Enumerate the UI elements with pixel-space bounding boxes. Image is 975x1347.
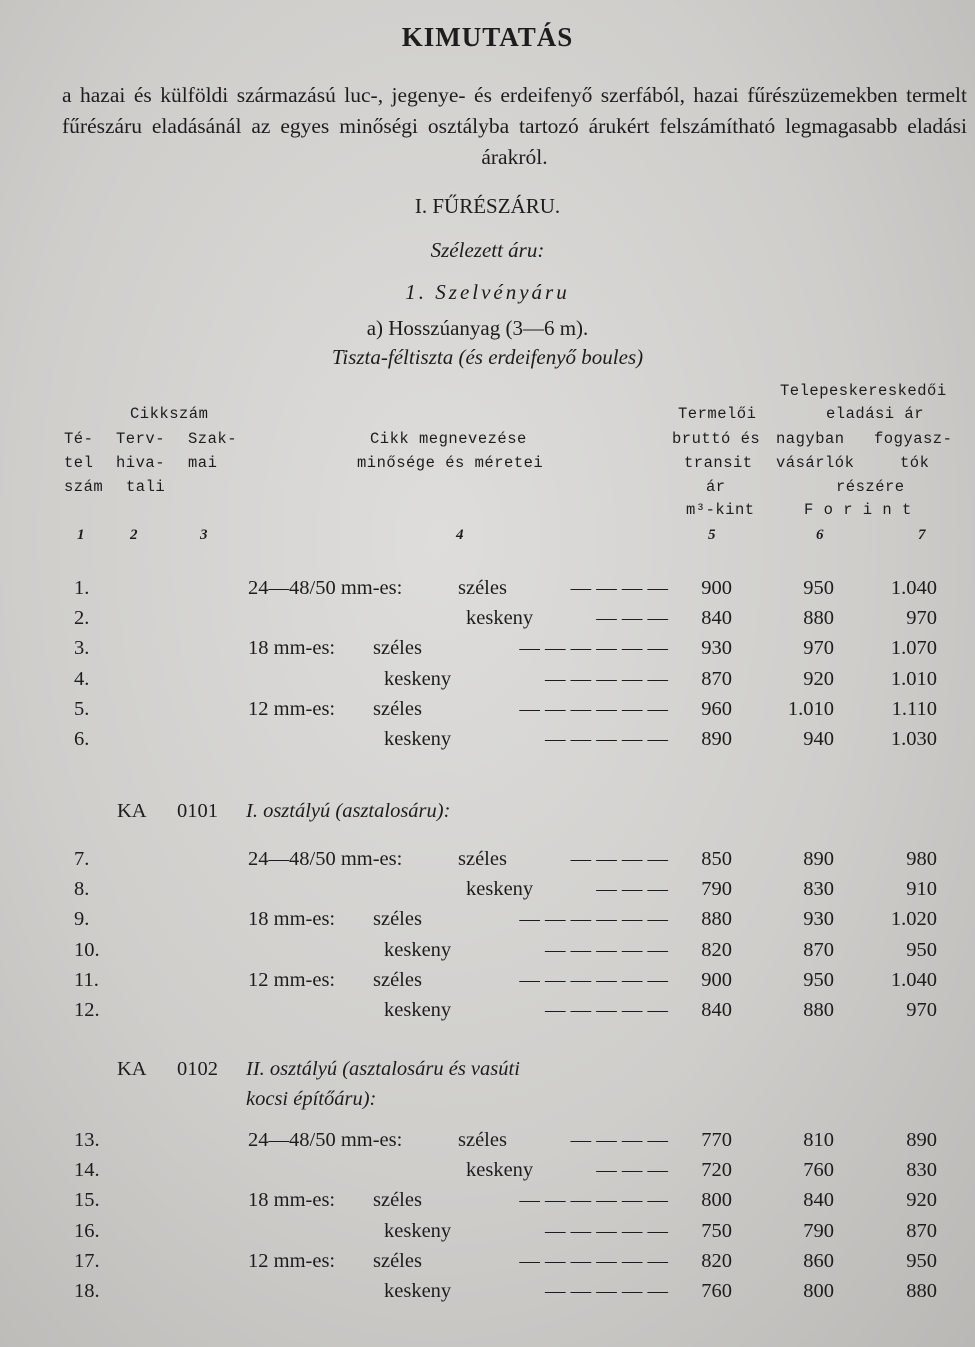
group-label: kocsi építőáru): bbox=[246, 1088, 377, 1110]
price-consumer: 1.070 bbox=[890, 637, 937, 660]
price-producer: 900 bbox=[701, 968, 732, 991]
row-width: széles bbox=[373, 1189, 422, 1212]
category-heading: a) Hosszúanyag (3—6 m). bbox=[366, 316, 589, 340]
price-consumer: 1.010 bbox=[890, 667, 937, 690]
row-leader: — — — — bbox=[570, 848, 668, 870]
price-consumer: 1.030 bbox=[890, 728, 937, 750]
row-size: 24—48/50 mm-es: bbox=[248, 848, 403, 870]
row-size: 12 mm-es: bbox=[248, 968, 336, 991]
price-producer: 750 bbox=[701, 1219, 732, 1242]
row-leader: — — — — bbox=[570, 577, 668, 599]
table-row bbox=[0, 607, 975, 637]
row-number: 4. bbox=[74, 667, 90, 690]
price-wholesale: 970 bbox=[803, 637, 834, 660]
row-leader: — — — bbox=[596, 607, 668, 630]
price-consumer: 870 bbox=[906, 1219, 937, 1242]
price-wholesale: 870 bbox=[803, 938, 834, 961]
row-width: széles bbox=[373, 697, 422, 720]
row-number: 17. bbox=[74, 1249, 100, 1272]
table-row bbox=[0, 668, 975, 698]
price-consumer: 970 bbox=[906, 999, 937, 1021]
header-cikk-2: minősége és méretei bbox=[357, 454, 544, 472]
header-tetel-1: Té- bbox=[64, 430, 94, 448]
price-producer: 930 bbox=[701, 637, 732, 660]
group-label: I. osztályú (asztalosáru): bbox=[246, 800, 451, 822]
price-consumer: 950 bbox=[906, 1249, 937, 1272]
price-wholesale: 760 bbox=[803, 1159, 834, 1182]
header-cikkszam: Cikkszám bbox=[130, 405, 209, 423]
row-size: 12 mm-es: bbox=[248, 697, 336, 720]
header-terv-2: hiva- bbox=[116, 454, 166, 472]
header-unit: m³-kint bbox=[686, 501, 755, 519]
row-leader: — — — — — bbox=[545, 999, 668, 1021]
row-leader: — — — — — — bbox=[519, 637, 668, 660]
table-row bbox=[0, 1189, 975, 1219]
row-width: széles bbox=[373, 908, 422, 931]
colnum-6: 6 bbox=[816, 527, 824, 543]
group-number: 0102 bbox=[177, 1058, 218, 1080]
row-width: keskeny bbox=[384, 667, 452, 690]
price-wholesale: 940 bbox=[803, 728, 834, 750]
price-producer: 880 bbox=[701, 908, 732, 931]
price-producer: 760 bbox=[701, 1280, 732, 1302]
row-width: széles bbox=[373, 637, 422, 660]
header-cikk-1: Cikk megnevezése bbox=[370, 430, 527, 448]
price-wholesale: 800 bbox=[803, 1280, 834, 1302]
colnum-7: 7 bbox=[918, 527, 926, 543]
table-row bbox=[0, 908, 975, 938]
colnum-3: 3 bbox=[200, 527, 208, 543]
row-leader: — — — — — — bbox=[519, 908, 668, 931]
price-producer: 720 bbox=[701, 1159, 732, 1182]
price-producer: 770 bbox=[701, 1129, 732, 1151]
price-wholesale: 860 bbox=[803, 1249, 834, 1272]
document-title: KIMUTATÁS bbox=[401, 22, 574, 52]
row-leader: — — — — — — bbox=[519, 1249, 668, 1272]
table-row bbox=[0, 728, 975, 758]
intro-paragraph: a hazai és külföldi származású luc-, jegenye- és erdeifenyő szerfából, hazai fűrészüzemekben termelt fűrészáru eladásánál az egyes minőségi osztályba tartozó árukért felszámítható legmagasabb eladási árakról. bbox=[62, 83, 967, 169]
row-width: keskeny bbox=[466, 607, 534, 630]
row-size: 18 mm-es: bbox=[248, 637, 336, 660]
price-consumer: 910 bbox=[906, 878, 937, 901]
row-number: 7. bbox=[74, 848, 90, 870]
table-row bbox=[0, 878, 975, 908]
row-number: 5. bbox=[74, 697, 90, 720]
price-producer: 960 bbox=[701, 697, 732, 720]
price-wholesale: 950 bbox=[803, 968, 834, 991]
price-consumer: 970 bbox=[906, 607, 937, 630]
header-szak-2: mai bbox=[188, 454, 218, 472]
row-width: keskeny bbox=[466, 1159, 534, 1182]
row-leader: — — — — — bbox=[545, 667, 668, 690]
colnum-4: 4 bbox=[456, 527, 464, 543]
group-code: KA bbox=[117, 800, 147, 822]
row-width: széles bbox=[458, 1129, 507, 1151]
price-consumer: 950 bbox=[906, 938, 937, 961]
row-number: 6. bbox=[74, 728, 90, 750]
price-wholesale: 790 bbox=[803, 1219, 834, 1242]
price-producer: 840 bbox=[701, 999, 732, 1021]
price-producer: 800 bbox=[701, 1189, 732, 1212]
row-leader: — — — — — bbox=[545, 1219, 668, 1242]
row-width: keskeny bbox=[384, 1280, 452, 1302]
price-wholesale: 880 bbox=[803, 999, 834, 1021]
price-wholesale: 1.010 bbox=[787, 697, 834, 720]
row-width: keskeny bbox=[384, 1219, 452, 1242]
row-width: széles bbox=[458, 848, 507, 870]
header-termeloi-2: bruttó és bbox=[672, 430, 761, 448]
row-number: 11. bbox=[74, 968, 99, 991]
header-termeloi-4: ár bbox=[706, 478, 726, 496]
table-row bbox=[0, 969, 975, 999]
header-termeloi-1: Termelői bbox=[678, 405, 757, 423]
price-consumer: 830 bbox=[906, 1159, 937, 1182]
row-width: keskeny bbox=[466, 878, 534, 901]
price-wholesale: 930 bbox=[803, 908, 834, 931]
header-termeloi-3: transit bbox=[684, 454, 753, 472]
table-row bbox=[0, 577, 975, 607]
row-number: 18. bbox=[74, 1280, 100, 1302]
row-leader: — — — — — bbox=[545, 1280, 668, 1302]
price-wholesale: 830 bbox=[803, 878, 834, 901]
header-tetel-2: tel bbox=[64, 454, 94, 472]
row-number: 14. bbox=[74, 1159, 100, 1182]
group-label: II. osztályú (asztalosáru és vasúti bbox=[246, 1058, 520, 1080]
price-producer: 890 bbox=[701, 728, 732, 750]
subsection-heading: Szélezett áru: bbox=[430, 238, 545, 262]
quality-heading: Tiszta-féltiszta (és erdeifenyő boules) bbox=[331, 345, 644, 369]
row-leader: — — — — — bbox=[545, 938, 668, 961]
price-consumer: 880 bbox=[906, 1280, 937, 1302]
header-fogyasz-2: tók bbox=[900, 454, 930, 472]
price-wholesale: 810 bbox=[803, 1129, 834, 1151]
row-number: 16. bbox=[74, 1219, 100, 1242]
row-width: széles bbox=[373, 968, 422, 991]
row-number: 1. bbox=[74, 577, 90, 599]
row-number: 8. bbox=[74, 878, 90, 901]
table-row bbox=[0, 999, 975, 1029]
row-size: 24—48/50 mm-es: bbox=[248, 577, 403, 599]
row-number: 13. bbox=[74, 1129, 100, 1151]
row-leader: — — — — — — bbox=[519, 1189, 668, 1212]
price-wholesale: 950 bbox=[803, 577, 834, 599]
row-size: 24—48/50 mm-es: bbox=[248, 1129, 403, 1151]
row-width: keskeny bbox=[384, 999, 452, 1021]
price-consumer: 980 bbox=[906, 848, 937, 870]
price-consumer: 890 bbox=[906, 1129, 937, 1151]
table-row bbox=[0, 698, 975, 728]
row-leader: — — — — — bbox=[545, 728, 668, 750]
price-wholesale: 840 bbox=[803, 1189, 834, 1212]
table-row bbox=[0, 848, 975, 878]
colnum-5: 5 bbox=[708, 527, 716, 543]
price-consumer: 1.020 bbox=[890, 908, 937, 931]
header-reszere: részére bbox=[836, 478, 905, 496]
price-producer: 790 bbox=[701, 878, 732, 901]
price-producer: 900 bbox=[701, 577, 732, 599]
colnum-2: 2 bbox=[130, 527, 138, 543]
group-code: KA bbox=[117, 1058, 147, 1080]
header-fogyasz-1: fogyasz- bbox=[874, 430, 953, 448]
header-nagyban-2: vásárlók bbox=[776, 454, 855, 472]
row-number: 2. bbox=[74, 607, 90, 630]
header-terv-1: Terv- bbox=[116, 430, 166, 448]
row-width: széles bbox=[373, 1249, 422, 1272]
price-producer: 840 bbox=[701, 607, 732, 630]
row-width: széles bbox=[458, 577, 507, 599]
price-producer: 870 bbox=[701, 667, 732, 690]
price-producer: 820 bbox=[701, 938, 732, 961]
row-number: 12. bbox=[74, 999, 100, 1021]
row-leader: — — — — — — bbox=[519, 968, 668, 991]
row-number: 10. bbox=[74, 938, 100, 961]
price-consumer: 1.110 bbox=[891, 697, 937, 720]
price-consumer: 1.040 bbox=[890, 577, 937, 599]
price-consumer: 920 bbox=[906, 1189, 937, 1212]
header-telep: Telepeskereskedői bbox=[780, 382, 947, 400]
table-row bbox=[0, 1159, 975, 1189]
row-width: keskeny bbox=[384, 938, 452, 961]
price-wholesale: 890 bbox=[803, 848, 834, 870]
table-row bbox=[0, 939, 975, 969]
price-consumer: 1.040 bbox=[890, 968, 937, 991]
row-size: 18 mm-es: bbox=[248, 1189, 336, 1212]
row-number: 3. bbox=[74, 637, 90, 660]
header-szak-1: Szak- bbox=[188, 430, 238, 448]
row-leader: — — — — bbox=[570, 1129, 668, 1151]
price-wholesale: 880 bbox=[803, 607, 834, 630]
table-row bbox=[0, 1280, 975, 1310]
row-width: keskeny bbox=[384, 728, 452, 750]
row-number: 15. bbox=[74, 1189, 100, 1212]
row-leader: — — — — — — bbox=[519, 697, 668, 720]
table-row bbox=[0, 1250, 975, 1280]
header-tetel-3: szám bbox=[64, 478, 104, 496]
row-size: 12 mm-es: bbox=[248, 1249, 336, 1272]
header-eladasi: eladási ár bbox=[826, 405, 925, 423]
colnum-1: 1 bbox=[77, 527, 85, 543]
row-leader: — — — bbox=[596, 1159, 668, 1182]
table-row bbox=[0, 1220, 975, 1250]
table-row bbox=[0, 1129, 975, 1159]
price-producer: 820 bbox=[701, 1249, 732, 1272]
table-row bbox=[0, 637, 975, 667]
subsubsection-heading: 1. Szelvényáru bbox=[405, 280, 570, 304]
price-producer: 850 bbox=[701, 848, 732, 870]
price-wholesale: 920 bbox=[803, 667, 834, 690]
row-size: 18 mm-es: bbox=[248, 908, 336, 931]
header-terv-3: tali bbox=[126, 478, 166, 496]
header-nagyban-1: nagyban bbox=[776, 430, 845, 448]
section-heading: I. FŰRÉSZÁRU. bbox=[414, 194, 561, 218]
row-leader: — — — bbox=[596, 878, 668, 901]
header-forint: F o r i n t bbox=[804, 501, 912, 519]
row-number: 9. bbox=[74, 908, 90, 931]
group-number: 0101 bbox=[177, 800, 218, 822]
